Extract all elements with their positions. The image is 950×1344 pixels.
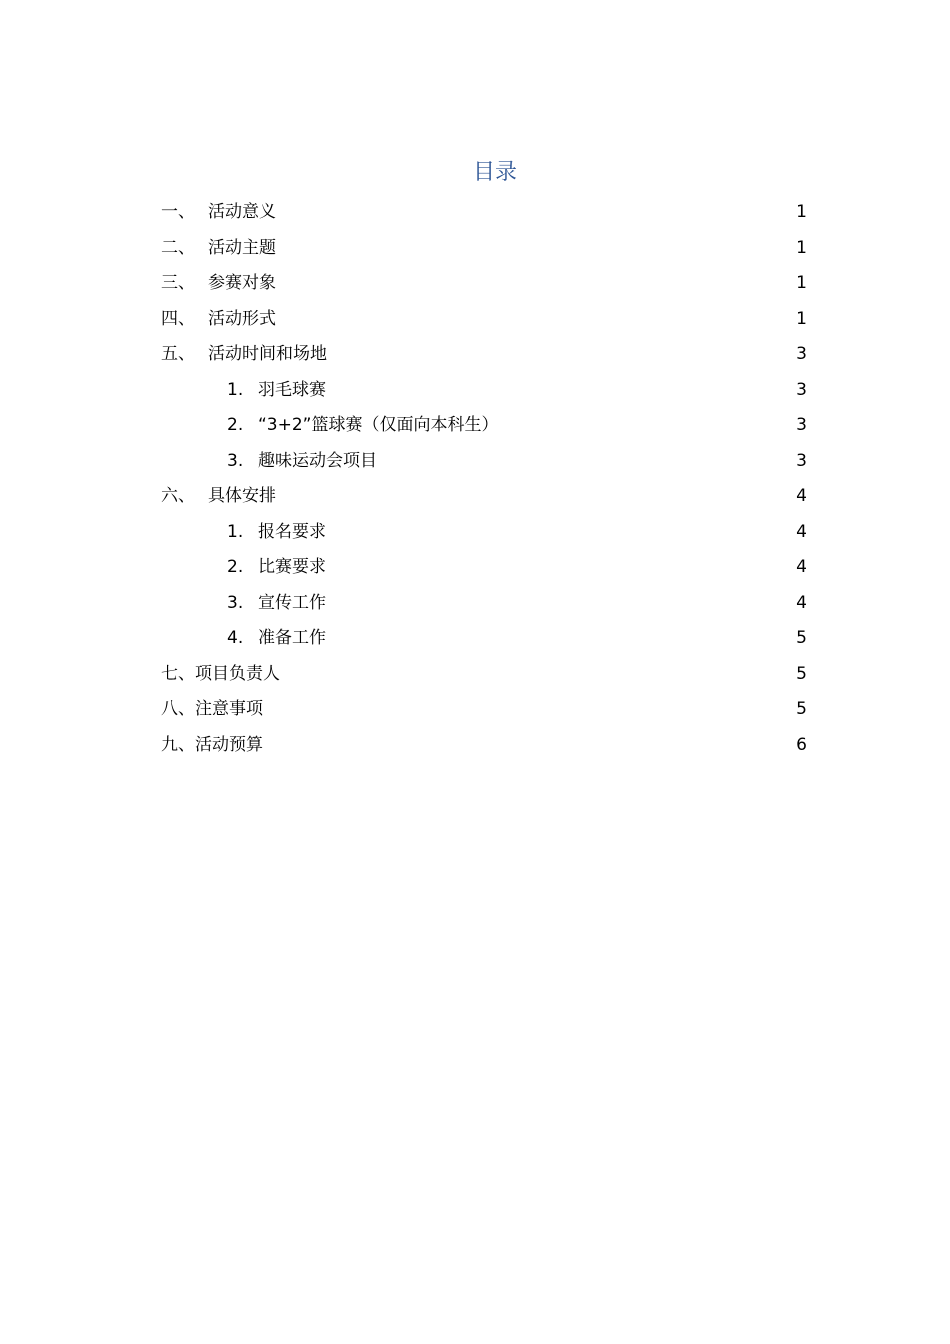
toc-entry-page: 3 — [796, 450, 807, 471]
toc-entry-label: 比赛要求 — [258, 557, 326, 577]
toc-entry-number: 1. — [227, 379, 244, 400]
toc-entry-number: 3. — [227, 592, 244, 613]
toc-entry-label: 参赛对象 — [208, 273, 276, 293]
toc-entry-number: 八、 — [161, 699, 195, 719]
toc-entry-number: 二、 — [161, 237, 195, 258]
toc-entry[interactable] — [161, 657, 807, 693]
toc-entry[interactable] — [161, 373, 807, 409]
toc-entry-number: 3. — [227, 450, 244, 471]
toc-entry-page: 1 — [796, 237, 807, 258]
table-of-contents — [161, 195, 807, 763]
toc-entry[interactable] — [161, 408, 807, 444]
toc-entry-label: 项目负责人 — [195, 663, 280, 684]
toc-entry-page: 4 — [796, 486, 807, 506]
toc-entry-number: 4. — [227, 628, 244, 648]
toc-entry-page: 5 — [796, 663, 807, 684]
toc-entry-number: 一、 — [161, 202, 195, 222]
toc-entry-number: 五、 — [161, 344, 195, 364]
toc-entry-label: 活动形式 — [208, 308, 276, 329]
toc-entry-number: 1. — [227, 521, 244, 542]
toc-entry-page: 4 — [796, 557, 807, 577]
toc-entry[interactable] — [161, 444, 807, 480]
toc-entry-page: 1 — [796, 273, 807, 293]
toc-entry[interactable] — [161, 621, 807, 657]
toc-entry[interactable] — [161, 195, 807, 231]
toc-entry[interactable] — [161, 586, 807, 622]
toc-title: 目录 — [472, 160, 517, 185]
toc-entry-label: 准备工作 — [258, 628, 326, 648]
toc-entry[interactable] — [161, 728, 807, 764]
toc-entry-page: 3 — [796, 379, 807, 400]
toc-entry-label: 报名要求 — [258, 521, 326, 542]
toc-entry[interactable] — [161, 231, 807, 267]
toc-entry[interactable] — [161, 479, 807, 515]
toc-entry-number: 四、 — [161, 308, 195, 329]
toc-entry-number: 九、 — [161, 734, 195, 755]
toc-entry-label: 活动时间和场地 — [208, 344, 327, 364]
toc-entry[interactable] — [161, 266, 807, 302]
toc-entry-label: 活动预算 — [195, 734, 263, 755]
toc-entry-label: 活动主题 — [208, 237, 276, 258]
toc-entry[interactable] — [161, 515, 807, 551]
toc-entry[interactable] — [161, 337, 807, 373]
toc-entry-number: 2. — [227, 557, 244, 577]
toc-entry[interactable] — [161, 302, 807, 338]
toc-entry-number: 七、 — [161, 663, 195, 684]
toc-entry-number: 2. — [227, 415, 244, 435]
toc-entry-label: 注意事项 — [195, 699, 263, 719]
toc-entry-label: 宣传工作 — [258, 592, 326, 613]
toc-entry-page: 1 — [796, 202, 807, 222]
toc-entry[interactable] — [161, 550, 807, 586]
toc-entry-label: 具体安排 — [208, 486, 276, 506]
toc-entry[interactable] — [161, 692, 807, 728]
toc-entry-page: 5 — [796, 628, 807, 648]
toc-entry-page: 5 — [796, 699, 807, 719]
toc-entry-page: 1 — [796, 308, 807, 329]
toc-entry-number: 三、 — [161, 273, 195, 293]
toc-entry-label: 活动意义 — [208, 202, 276, 222]
toc-entry-page: 4 — [796, 521, 807, 542]
toc-entry-number: 六、 — [161, 486, 195, 506]
toc-entry-page: 4 — [796, 592, 807, 613]
toc-entry-page: 3 — [796, 415, 807, 435]
toc-entry-label: 羽毛球赛 — [258, 379, 326, 400]
toc-entry-page: 6 — [796, 734, 807, 755]
toc-entry-label: “3+2”篮球赛（仅面向本科生） — [258, 415, 499, 435]
toc-entry-page: 3 — [796, 344, 807, 364]
toc-entry-label: 趣味运动会项目 — [258, 450, 377, 471]
